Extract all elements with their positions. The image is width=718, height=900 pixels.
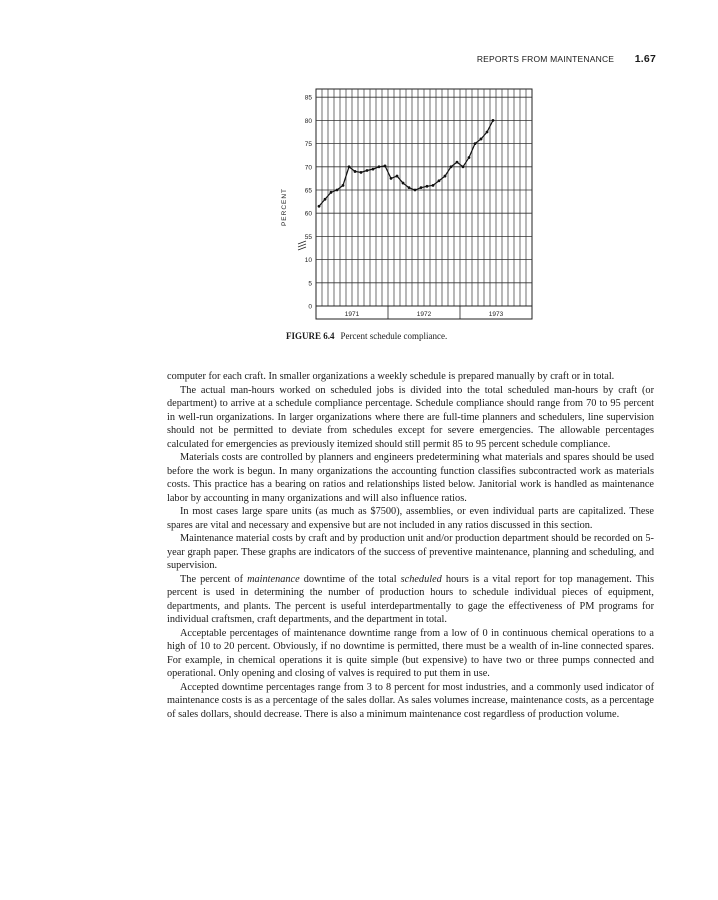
data-point [474, 142, 477, 145]
data-point [450, 165, 453, 168]
x-tick-label: 1972 [416, 311, 432, 318]
paragraph: In most cases large spare units (as much as $7500), assemblies, or even individual parts are capitalized. These spares are vital and necessary and expensive but are not included in any ratios discussed in this section. [167, 506, 654, 531]
data-point [444, 175, 447, 178]
paragraph: Materials costs are controlled by planners and engineers predetermining what materials and spares should be used before the work is begun. In many organizations the accounting function classifies subcontracted work as materials costs. This practice has a bearing on ratios and relationships listed below. Janitorial work is handled as maintenance labor by accounting in many organizations and will also influence ratios. [167, 452, 654, 504]
data-point [360, 171, 363, 174]
figure-caption-text: Percent schedule compliance. [340, 331, 448, 341]
page-number: 1.67 [634, 53, 656, 65]
data-point [480, 138, 483, 141]
y-tick-label: 80 [304, 117, 312, 125]
y-tick-label: 75 [304, 141, 312, 149]
y-tick-label: 0 [308, 303, 312, 311]
y-tick-label: 5 [308, 280, 312, 288]
data-point [420, 186, 423, 189]
axis-break-mark [298, 241, 306, 244]
data-point [462, 165, 465, 168]
y-tick-label: 55 [304, 233, 312, 241]
data-point [414, 189, 417, 192]
data-point [384, 164, 387, 167]
data-point [438, 179, 441, 182]
schedule-compliance-chart [0, 0, 718, 330]
data-point [342, 184, 345, 187]
paragraph: The actual man-hours worked on scheduled jobs is divided into the total scheduled man-hours by craft (or department) to arrive at a schedule compliance percentage. Schedule compliance should range from 70 to 95 percent in well-run organizations. In larger organizations where there are full-time planners and schedulers, line supervision should not be permitted to deviate from schedules except for severe emergencies. The allowable percentages calculated for emergencies as previously itemized should still permit 85 to 95 percent schedule compliance. [167, 384, 654, 450]
paragraph: Accepted downtime percentages range from 3 to 8 percent for most industries, and a commonly used indicator of maintenance costs is as a percentage of the sales dollar. As sales volumes increase, maintenance costs, as a percentage of sales dollars, should decrease. There is also a minimum maintenance cost regardless of production volume. [167, 681, 654, 720]
axis-break-mark [298, 244, 306, 247]
data-point [354, 170, 357, 173]
data-point [486, 131, 489, 134]
y-tick-label: 60 [304, 210, 312, 218]
data-point [408, 186, 411, 189]
emphasis: maintenance [247, 573, 300, 585]
data-point [456, 161, 459, 164]
data-point [372, 168, 375, 171]
data-point [492, 119, 495, 122]
axis-break-mark [298, 247, 306, 250]
data-point [366, 169, 369, 172]
data-point [378, 165, 381, 168]
y-tick-label: 10 [304, 257, 312, 265]
data-point [324, 198, 327, 201]
y-tick-label: 85 [304, 94, 312, 102]
data-point [426, 185, 429, 188]
data-point [330, 191, 333, 194]
figure-label: FIGURE 6.4 [286, 331, 335, 341]
paragraph: computer for each craft. In smaller organizations a weekly schedule is prepared manually by craft or in total. [167, 371, 615, 382]
x-tick-label: 1973 [488, 311, 504, 318]
paragraph: The percent of maintenance downtime of the total scheduled hours is a vital report for top management. This percent is used in determining the number of production hours to schedule individual pieces of equipment, departments, and plants. The percent is useful interdepartmentally to gage the effectiveness of PM programs for individual craftsmen, craft departments, and the department in total. [167, 573, 655, 625]
y-axis-label: PERCENT [281, 187, 288, 227]
section-title: REPORTS FROM MAINTENANCE [476, 54, 615, 64]
figure-caption [286, 331, 447, 341]
x-tick-label: 1971 [344, 311, 360, 318]
data-point [396, 175, 399, 178]
data-point [348, 165, 351, 168]
data-point [336, 189, 339, 192]
body-text [167, 370, 654, 721]
data-point [390, 177, 393, 180]
paragraph: Maintenance material costs by craft and by production unit and/or production department should be recorded on 5-year graph paper. These graphs are indicators of the success of preventive maintenance, planning and scheduling, and supervision. [167, 533, 654, 571]
data-point [468, 156, 471, 159]
y-tick-label: 70 [304, 164, 312, 172]
data-point [402, 182, 405, 185]
y-tick-label: 65 [304, 187, 312, 195]
data-point [432, 184, 435, 187]
paragraph: Acceptable percentages of maintenance downtime range from a low of 0 in continuous chemical operations to a high of 10 to 20 percent. Obviously, if no downtime is permitted, there must be a wealth of in-line connected spares. For example, in chemical operations it is quite simple (but expensive) to have two or three pumps connected and operational. Only opening and closing of valves is required to put them in use. [167, 627, 654, 679]
emphasis: scheduled [400, 573, 442, 585]
data-point [318, 205, 321, 208]
